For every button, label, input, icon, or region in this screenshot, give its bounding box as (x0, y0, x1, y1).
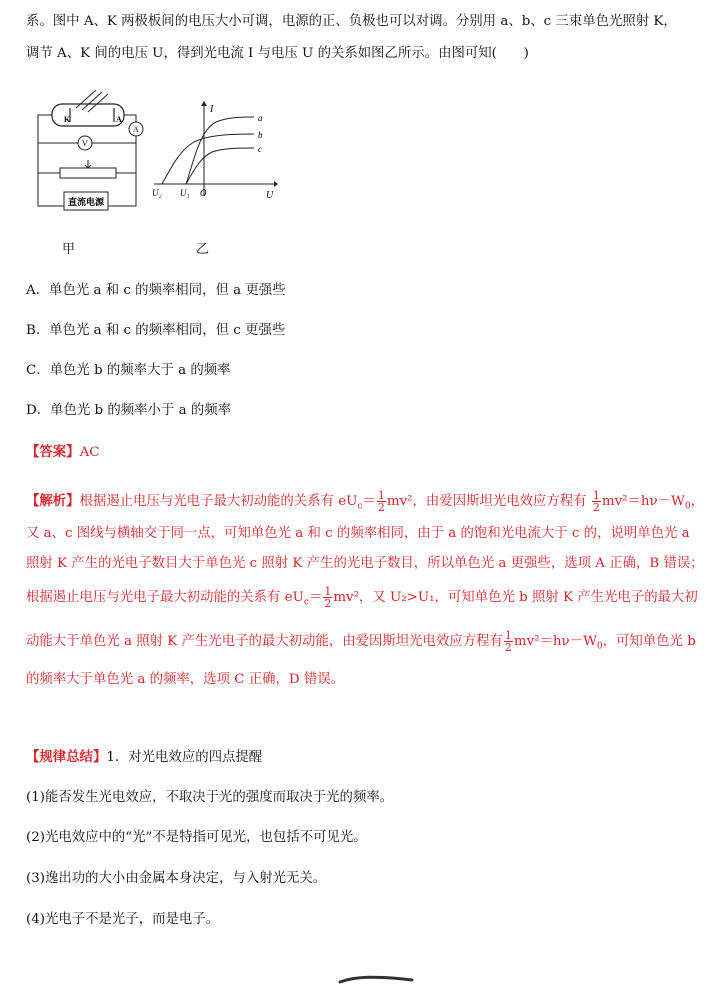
a-label: A (116, 115, 122, 124)
light-ray (76, 90, 96, 108)
wire-left (38, 115, 64, 206)
u1-label: U₁ (180, 188, 190, 198)
summary-item: (2)光电效应中的“光”不是特指可见光，也包括不可见光。 (26, 830, 367, 845)
analysis-tag: 【解析】 (26, 493, 80, 509)
analysis-line-2: 又 a、c 图线与横轴交于同一点，可知单色光 a 和 c 的频率相同，由于 a 的饱和光电流大于 c 的，说明单色光 a (26, 526, 690, 541)
option-d: D．单色光 b 的频率小于 a 的频率 (26, 403, 232, 418)
intro-line-1: 系。图中 A、K 两极板间的电压大小可调，电源的正、负极也可以对调。分别用 a、b、c 三束单色光照射 K， (26, 14, 677, 29)
summary-tag: 【规律总结】 (26, 749, 107, 765)
iu-graph (150, 100, 280, 204)
u2-label: U₂ (152, 188, 162, 198)
light-ray (82, 92, 102, 110)
wire-right (124, 115, 136, 122)
k-label: K (64, 115, 71, 124)
light-ray (88, 94, 108, 112)
option-b: B．单色光 a 和 c 的频率相同，但 c 更强些 (26, 323, 286, 338)
option-a: A．单色光 a 和 c 的频率相同，但 a 更强些 (26, 283, 286, 298)
fraction-half: $\frac{1}{2}$ (504, 629, 512, 654)
fraction-half: $\frac{1}{2}$ (592, 489, 600, 514)
analysis-line-4: 根据遏止电压与光电子最大初动能的关系有 $eU_c=$ $\frac{1}{2}$ mv²，又 U₂>U₁，可知单色光 b 照射 K 产生光电子的最大初 (26, 585, 698, 610)
answer-line (26, 442, 705, 463)
rheostat (60, 168, 116, 178)
curve-b (162, 134, 254, 184)
intro-line-2: 调节 A、K 间的电压 U，得到光电流 I 与电压 U 的关系如图乙所示。由图可知( ) (26, 46, 529, 61)
summary-item: (3)逸出功的大小由金属本身决定，与入射光无关。 (26, 871, 327, 886)
u-axis-label: U (266, 190, 274, 201)
analysis-line-1: 【解析】根据遏止电压与光电子最大初动能的关系有 $eU_c=$ $\frac{1}{2}$ mv²，由爱因斯坦光电效应方程有 $\frac{1}{2}$ $mv^2=h\nu-W_0$， (26, 489, 704, 514)
curve-c-label: c (258, 144, 262, 154)
answer-tag: 【答案】 (26, 444, 80, 460)
curve-a-label: a (258, 113, 263, 123)
analysis-line-3: 照射 K 产生的光电子数目大于单色光 c 照射 K 产生的光电子数目，所以单色光 a 更强些，选项 A 正确，B 错误； (26, 556, 704, 571)
footer-decoration (336, 974, 416, 986)
analysis-line-6: 的频率大于单色光 a 的频率，选项 C 正确，D 错误。 (26, 672, 345, 687)
summary-item: (1)能否发生光电效应，不取决于光的强度而取决于光的频率。 (26, 790, 394, 805)
origin-label: O (200, 188, 207, 198)
power-label: 直流电源 (67, 198, 105, 208)
summary-title: 1．对光电效应的四点提醒 (106, 750, 263, 765)
i-axis-label: I (210, 104, 214, 115)
fraction-half: $\frac{1}{2}$ (324, 585, 332, 610)
ammeter-label: A (133, 125, 139, 134)
curve-b-label: b (258, 130, 263, 140)
answer-value: AC (79, 445, 100, 460)
option-c: C．单色光 b 的频率大于 a 的频率 (26, 363, 231, 378)
voltmeter-label: V (82, 139, 88, 148)
figure-yi-label: 乙 (196, 242, 210, 257)
figure-jia-label: 甲 (62, 242, 76, 257)
fraction-half: $\frac{1}{2}$ (377, 489, 385, 514)
analysis-line-5: 动能大于单色光 a 照射 K 产生光电子的最大初动能，由爱因斯坦光电效应方程有 $\frac{1}{2}$ $mv^2=h\nu-W_0$，可知单色光 b (26, 629, 696, 654)
phototube (52, 104, 124, 126)
summary-item: (4)光电子不是光子，而是电子。 (26, 912, 220, 927)
summary-heading (26, 747, 705, 768)
circuit-diagram (30, 86, 160, 214)
